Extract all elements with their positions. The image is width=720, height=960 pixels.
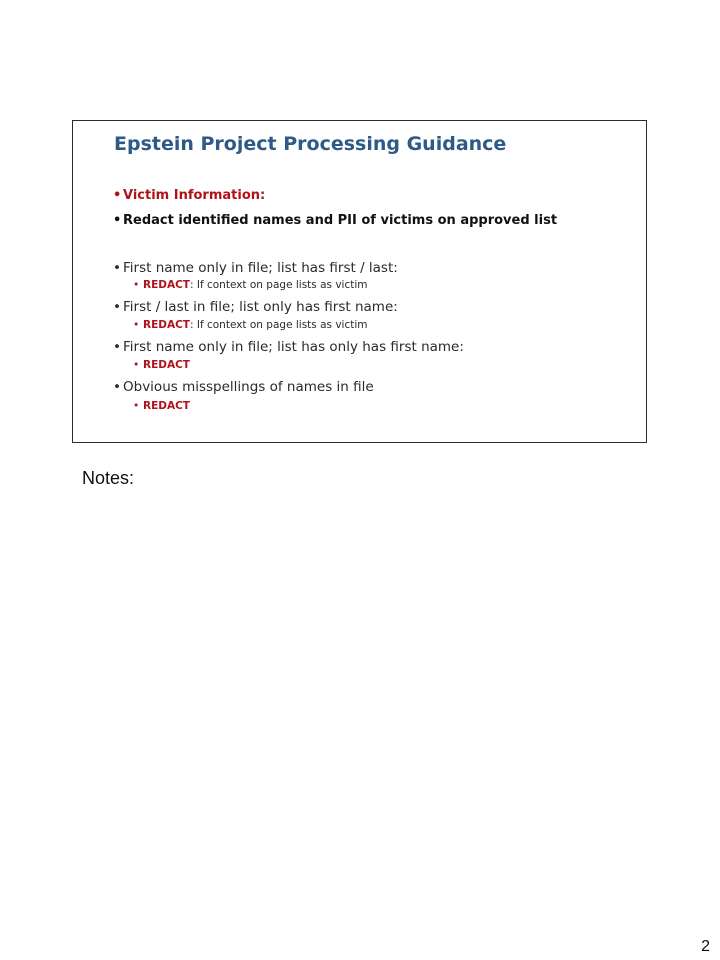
sub-bullet-item-first-name-only-list-first: [133, 359, 190, 371]
bullet-redact-rule: [113, 213, 557, 228]
sub-bullet-item-first-name-only: [133, 279, 368, 291]
bullet-dot-icon: •: [113, 299, 121, 315]
page-number: 2: [701, 938, 710, 955]
bullet-item-misspellings: [113, 379, 374, 395]
bullet-dot-icon: •: [113, 188, 122, 203]
bullet-text: Obvious misspellings of names in file: [123, 379, 374, 395]
slide-title: Epstein Project Processing Guidance: [114, 133, 507, 155]
bullet-dot-icon: •: [113, 379, 121, 395]
bullet-text: First / last in file; list only has first name:: [123, 299, 398, 315]
bullet-text: First name only in file; list has only has first name:: [123, 339, 464, 355]
bullet-text: Victim Information:: [123, 188, 266, 203]
bullet-item-first-name-only: [113, 260, 398, 276]
bullet-dot-icon: •: [113, 213, 122, 228]
redact-keyword: REDACT: [143, 279, 190, 291]
sub-bullet-dot-icon: •: [133, 400, 140, 412]
sub-bullet-dot-icon: •: [133, 359, 140, 371]
bullet-dot-icon: •: [113, 260, 121, 276]
sub-bullet-dot-icon: •: [133, 279, 140, 291]
bullet-item-first-last-in-file: [113, 299, 398, 315]
sub-bullet-item-misspellings: [133, 400, 190, 412]
notes-label: Notes:: [82, 468, 135, 488]
bullet-text: Redact identified names and PII of victims on approved list: [123, 213, 558, 228]
bullet-item-first-name-only-list-first: [113, 339, 464, 355]
redact-keyword: REDACT: [143, 400, 190, 412]
sub-bullet-item-first-last-in-file: [133, 319, 368, 331]
slide-frame: [72, 120, 647, 443]
sub-bullet-text: : If context on page lists as victim: [189, 319, 368, 331]
sub-bullet-dot-icon: •: [133, 319, 140, 331]
bullet-dot-icon: •: [113, 339, 121, 355]
bullet-text: First name only in file; list has first / last:: [123, 260, 398, 276]
redact-keyword: REDACT: [143, 359, 190, 371]
sub-bullet-text: : If context on page lists as victim: [189, 279, 368, 291]
bullet-victim-information: [113, 188, 265, 203]
redact-keyword: REDACT: [143, 319, 190, 331]
